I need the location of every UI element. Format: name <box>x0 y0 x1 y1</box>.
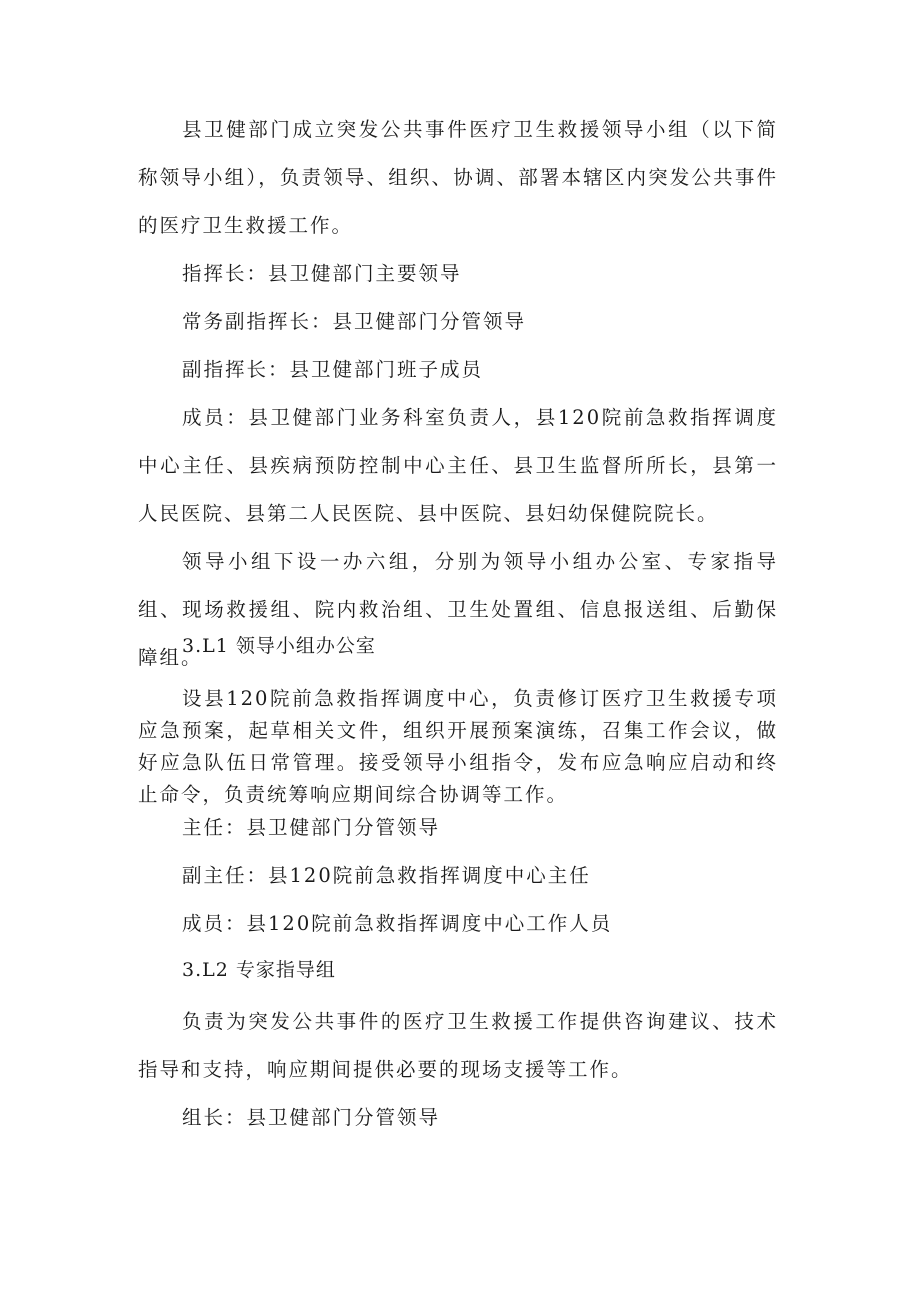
heading-office: 3.L1 领导小组办公室 <box>182 635 376 657</box>
paragraph-office-duties: 设县120院前急救指挥调度中心，负责修订医疗卫生救援专项应急预案，起草相关文件，组织开展预案演练，召集工作会议，做好应急队伍日常管理。接受领导小组指令，发布应急响应启动和终止命令，负责统筹响应期间综合协调等工作。 <box>138 687 778 806</box>
paragraph-commander: 指挥长：县卫健部门主要领导 <box>182 262 462 285</box>
paragraph-leadership-group: 县卫健部门成立突发公共事件医疗卫生救援领导小组（以下简称领导小组），负责领导、组织、协调、部署本辖区内突发公共事件的医疗卫生救援工作。 <box>138 118 778 237</box>
paragraph-deputy-commander: 副指挥长：县卫健部门班子成员 <box>182 358 484 381</box>
paragraph-office-members: 成员：县120院前急救指挥调度中心工作人员 <box>182 912 613 935</box>
heading-expert-group: 3.L2 专家指导组 <box>182 959 336 981</box>
paragraph-executive-deputy-commander: 常务副指挥长：县卫健部门分管领导 <box>182 310 527 333</box>
paragraph-office-director: 主任：县卫健部门分管领导 <box>182 816 441 839</box>
paragraph-expert-duties: 负责为突发公共事件的医疗卫生救援工作提供咨询建议、技术指导和支持，响应期间提供必要的现场支援等工作。 <box>138 1010 778 1081</box>
paragraph-group-structure: 领导小组下设一办六组，分别为领导小组办公室、专家指导组、现场救援组、院内救治组、卫生处置组、信息报送组、后勤保障组。 <box>138 550 778 669</box>
paragraph-expert-leader: 组长：县卫健部门分管领导 <box>182 1106 441 1129</box>
paragraph-members: 成员：县卫健部门业务科室负责人，县120院前急救指挥调度中心主任、县疾病预防控制中心主任、县卫生监督所所长，县第一人民医院、县第二人民医院、县中医院、县妇幼保健院院长。 <box>138 406 778 525</box>
paragraph-office-deputy-director: 副主任：县120院前急救指挥调度中心主任 <box>182 864 591 887</box>
